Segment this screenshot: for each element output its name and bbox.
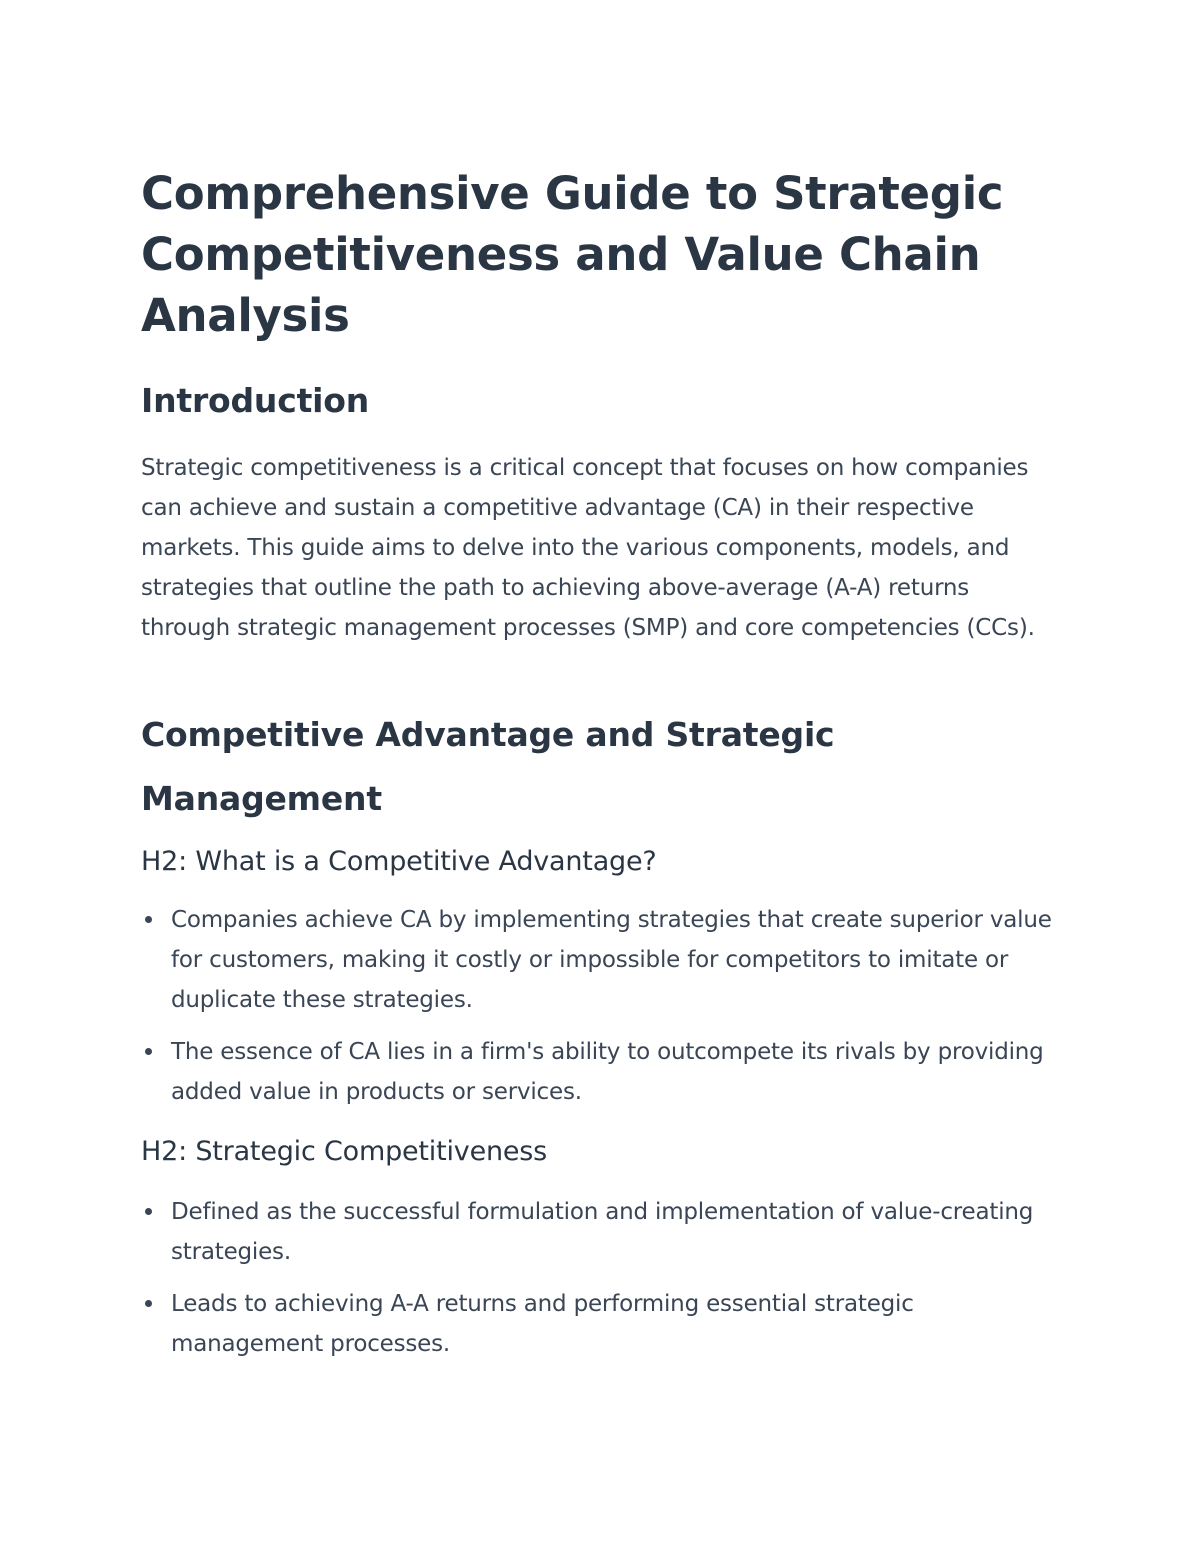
list-item-text: The essence of CA lies in a firm's ability to outcompete its rivals by providing added value in products or services. bbox=[171, 1039, 1044, 1105]
introduction-paragraph: Strategic competitiveness is a critical concept that focuses on how companies can achieve and sustain a competitive advantage (CA) in their respective markets. This guide aims to delve into the various components, models, and strategies that outline the path to achieving above-average (A-A) returns through strategic management processes (SMP) and core competencies (CCs). bbox=[141, 455, 1035, 641]
bullet-icon bbox=[145, 916, 152, 923]
list-item bbox=[141, 1284, 1061, 1364]
ca-bullet-list bbox=[141, 900, 1061, 1124]
bullet-icon bbox=[145, 1208, 152, 1215]
list-item bbox=[141, 900, 1061, 1020]
list-item bbox=[141, 1032, 1061, 1112]
list-item bbox=[141, 1192, 1061, 1272]
document-title: Comprehensive Guide to Strategic Competitiveness and Value Chain Analysis bbox=[141, 167, 1004, 342]
what-is-ca-subheading: H2: What is a Competitive Advantage? bbox=[141, 846, 657, 877]
list-item-text: Leads to achieving A-A returns and performing essential strategic management processes. bbox=[171, 1291, 914, 1357]
list-item-text: Defined as the successful formulation and implementation of value-creating strategies. bbox=[171, 1199, 1034, 1265]
competitive-advantage-heading: Competitive Advantage and Strategic Management bbox=[141, 715, 835, 818]
strategic-competitiveness-bullet-list bbox=[141, 1192, 1061, 1376]
bullet-icon bbox=[145, 1300, 152, 1307]
introduction-heading: Introduction bbox=[141, 381, 370, 420]
list-item-text: Companies achieve CA by implementing strategies that create superior value for customers, making it costly or impossible for competitors to imitate or duplicate these strategies. bbox=[171, 907, 1052, 1013]
bullet-icon bbox=[145, 1048, 152, 1055]
strategic-competitiveness-subheading: H2: Strategic Competitiveness bbox=[141, 1136, 548, 1167]
